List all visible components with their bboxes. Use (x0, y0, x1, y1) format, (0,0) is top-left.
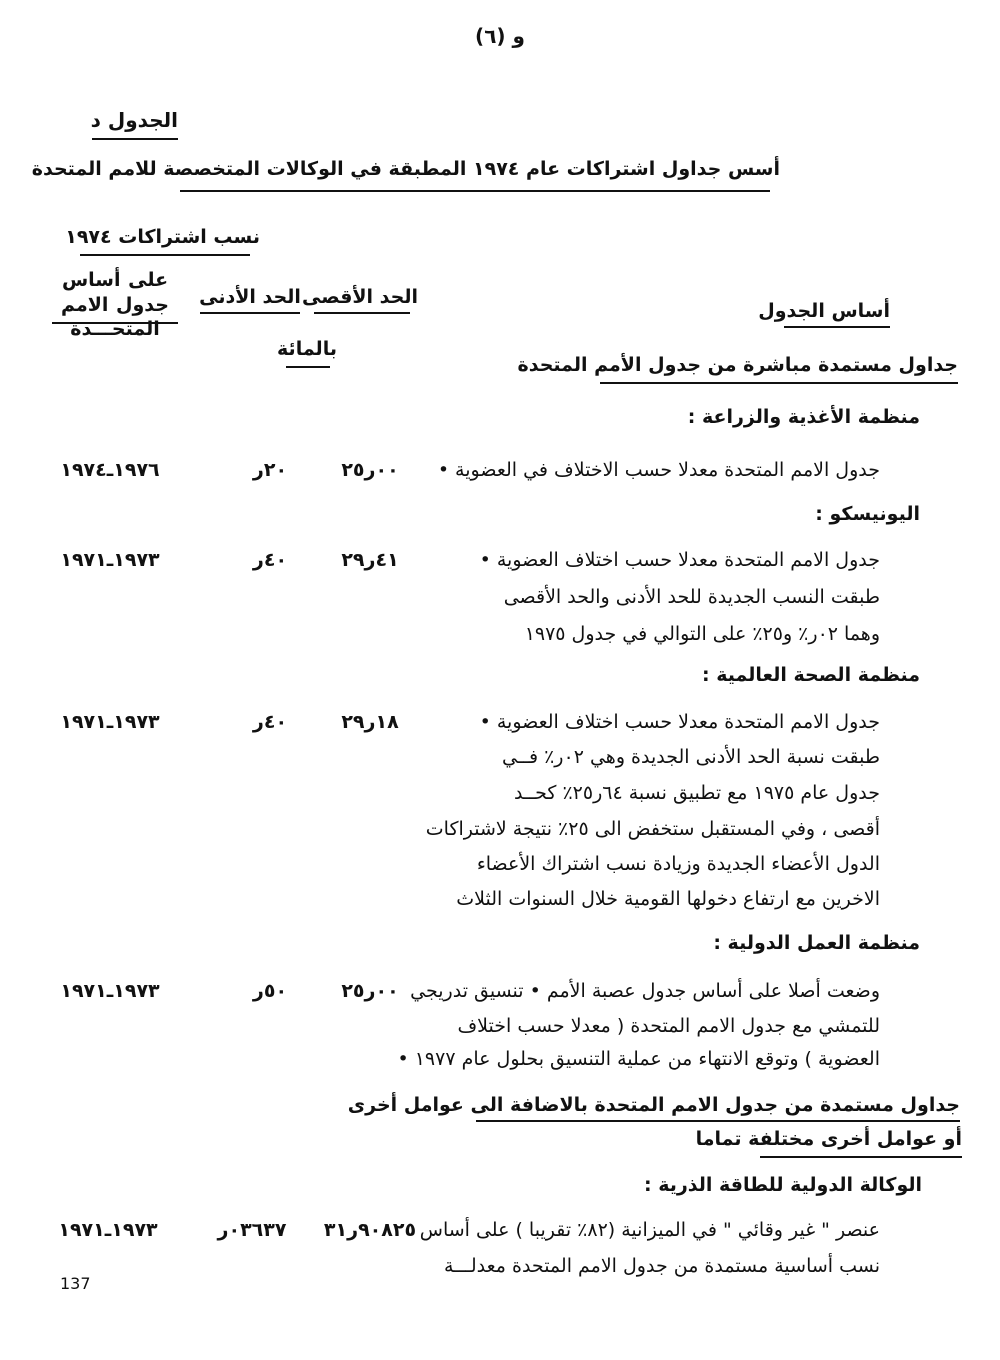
main-title: أسس جداول اشتراكات عام ١٩٧٤ المطبقة في الوكالات المتخصصة للامم المتحدة (31, 158, 780, 180)
table-label-underline (92, 138, 178, 140)
table-label: الجدول د (90, 108, 178, 132)
unesco-max: ٤١ر٢٩ (341, 549, 399, 571)
column-header-percent-underline (286, 366, 330, 368)
who-line-5: الدول الأعضاء الجديدة وزيادة نسب اشتراك الأعضاء (476, 853, 880, 875)
ilo-line-3: العضوية ) وتوقع الانتهاء من عملية التنسيق بحلول عام ١٩٧٧ • (397, 1048, 880, 1070)
unesco-min: ٤٠ر (252, 549, 288, 571)
column-header-scale-basis-underline (784, 326, 890, 328)
column-header-basis-un: على أساس جدول الامم المتحـــدة (61, 269, 169, 341)
column-group-underline (80, 254, 250, 256)
iaea-line-1: عنصر " غير وقائي " في الميزانية (٨٢٪ تقريبا ) على أساس (419, 1219, 880, 1241)
section2-heading-line2-underline (760, 1156, 962, 1158)
column-header-percent: بالمائة (277, 338, 337, 360)
who-name: منظمة الصحة العالمية : (702, 664, 920, 686)
ilo-name: منظمة العمل الدولية : (713, 932, 920, 954)
column-header-scale-basis: أساس الجدول (758, 300, 890, 322)
fao-name: منظمة الأغذية والزراعة : (687, 406, 920, 428)
ilo-years: ١٩٧٣ـ١٩٧١ (60, 980, 160, 1002)
iaea-years: ١٩٧٣ـ١٩٧١ (58, 1219, 158, 1241)
column-header-basis-un-underline (52, 322, 178, 324)
ilo-line-2: للتمشي مع جدول الامم المتحدة ( معدلا حسب اختلاف (457, 1015, 880, 1037)
unesco-name: اليونيسكو : (815, 503, 920, 525)
who-line-6: الاخرين مع ارتفاع دخولها القومية خلال السنوات الثلاث (456, 888, 880, 910)
who-line-3: جدول عام ١٩٧٥ مع تطبيق نسبة ٦٤ر٢٥٪ كحــد (514, 782, 880, 804)
section2-heading-line2: أو عوامل أخرى مختلفة تماما (695, 1128, 962, 1150)
who-line-1: جدول الامم المتحدة معدلا حسب اختلاف العضوية • (479, 711, 880, 733)
page-number: 137 (60, 1274, 91, 1293)
unesco-line-2: طبقت النسب الجديدة للحد الأدنى والحد الأقصى (503, 586, 880, 608)
iaea-max: ٩٠٨٢٥ر٣١ (323, 1219, 417, 1241)
who-years: ١٩٧٣ـ١٩٧١ (60, 711, 160, 733)
column-header-minimum: الحد الأدنى (199, 286, 301, 308)
column-header-maximum-underline (314, 312, 410, 314)
section2-heading-line1: جداول مستمدة من جدول الامم المتحدة بالاضافة الى عوامل أخرى (347, 1094, 960, 1116)
column-header-maximum: الحد الأقصى (302, 286, 418, 308)
ilo-min: ٥٠ر (252, 980, 288, 1002)
ilo-line-1: وضعت أصلا على أساس جدول عصبة الأمم • تنسيق تدريجي (410, 980, 880, 1002)
section2-heading-line1-underline (476, 1120, 960, 1122)
fao-max: ٠٠ر٢٥ (341, 459, 399, 481)
iaea-name: الوكالة الدولية للطاقة الذرية : (643, 1174, 922, 1196)
iaea-line-2: نسب أساسية مستمدة من جدول الامم المتحدة معدلـــة (443, 1255, 880, 1277)
page-header: و (٦) (475, 24, 525, 48)
who-max: ١٨ر٢٩ (341, 711, 399, 733)
column-group-header: نسب اشتراكات ١٩٧٤ (65, 226, 260, 248)
main-title-underline (180, 190, 770, 192)
fao-line-1: جدول الامم المتحدة معدلا حسب الاختلاف في العضوية • (437, 459, 880, 481)
fao-min: ٢٠ر (252, 459, 288, 481)
unesco-years: ١٩٧٣ـ١٩٧١ (60, 549, 160, 571)
ilo-max: ٠٠ر٢٥ (341, 980, 399, 1002)
who-line-2: طبقت نسبة الحد الأدنى الجديدة وهي ٠٢ر٪ فــي (502, 746, 880, 768)
who-min: ٤٠ر (252, 711, 288, 733)
who-line-4: أقصى ، وفي المستقبل ستخفض الى ٢٥٪ نتيجة لاشتراكات (425, 818, 880, 840)
unesco-line-1: جدول الامم المتحدة معدلا حسب اختلاف العضوية • (479, 549, 880, 571)
section1-heading: جداول مستمدة مباشرة من جدول الأمم المتحدة (517, 354, 958, 376)
unesco-line-3: وهما ٠٢ر٪ و٢٥٪ على التوالي في جدول ١٩٧٥ (524, 623, 880, 645)
iaea-min: ٠٣٦٣٧ر (217, 1219, 287, 1241)
section1-heading-underline (600, 382, 958, 384)
fao-years: ١٩٧٦ـ١٩٧٤ (60, 459, 160, 481)
column-header-minimum-underline (200, 312, 300, 314)
